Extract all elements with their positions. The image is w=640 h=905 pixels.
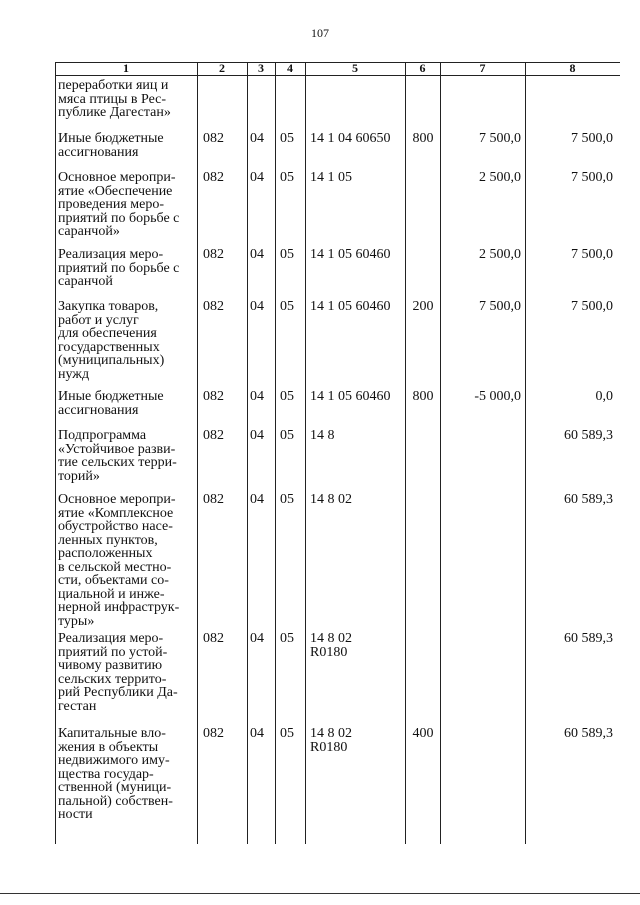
- page-bottom-rule: [0, 893, 640, 894]
- cell-code: 082: [203, 247, 224, 262]
- cell-name: Подпрограмма «Устойчивое разви- тие сельских терри- торий»: [58, 428, 177, 484]
- cell-target: 14 1 05 60460: [310, 247, 391, 262]
- column-header: 7: [479, 61, 486, 75]
- cell-total: 60 589,3: [564, 726, 613, 741]
- cell-subsection: 05: [280, 428, 294, 443]
- cell-code: 082: [203, 389, 224, 404]
- cell-target: 14 1 04 60650: [310, 131, 391, 146]
- page-number: 107: [311, 26, 329, 40]
- column-divider: [305, 62, 306, 844]
- cell-subsection: 05: [280, 726, 294, 741]
- cell-name: Основное меропри- ятие «Комплексное обустройство насе- ленных пунктов, расположенных в сельской местно- сти, объектами со- циальной и инже- нерной инфраструк- туры»: [58, 492, 180, 629]
- cell-target: 14 8: [310, 428, 335, 443]
- cell-section: 04: [250, 131, 264, 146]
- cell-code: 082: [203, 631, 224, 646]
- cell-subsection: 05: [280, 247, 294, 262]
- budget-table: [55, 62, 620, 844]
- cell-section: 04: [250, 389, 264, 404]
- column-header: 3: [258, 61, 264, 75]
- cell-change: 2 500,0: [479, 170, 521, 185]
- cell-code: 082: [203, 299, 224, 314]
- cell-subsection: 05: [280, 631, 294, 646]
- cell-name: Реализация меро- приятий по борьбе с саранчой: [58, 247, 180, 289]
- cell-target: 14 1 05 60460: [310, 299, 391, 314]
- cell-section: 04: [250, 247, 264, 262]
- column-divider: [197, 62, 198, 844]
- column-header: 1: [123, 61, 129, 75]
- cell-subsection: 05: [280, 389, 294, 404]
- column-header: 6: [419, 61, 426, 75]
- cell-section: 04: [250, 631, 264, 646]
- cell-section: 04: [250, 428, 264, 443]
- cell-total: 60 589,3: [564, 428, 613, 443]
- cell-code: 082: [203, 492, 224, 507]
- cell-change: 2 500,0: [479, 247, 521, 262]
- cell-code: 082: [203, 726, 224, 741]
- cell-change: 7 500,0: [479, 131, 521, 146]
- cell-name: Иные бюджетные ассигнования: [58, 389, 164, 418]
- column-header: 2: [219, 61, 225, 75]
- cell-target: 14 8 02: [310, 492, 352, 507]
- cell-section: 04: [250, 492, 264, 507]
- column-divider: [275, 62, 276, 844]
- cell-code: 082: [203, 428, 224, 443]
- cell-name: переработки яиц и мяса птицы в Рес- публике Дагестан»: [58, 78, 171, 120]
- cell-total: 7 500,0: [571, 131, 613, 146]
- cell-exp-type: 800: [412, 389, 434, 404]
- cell-name: Закупка товаров, работ и услуг для обеспечения государственных (муниципальных) нужд: [58, 299, 165, 382]
- cell-exp-type: 800: [412, 131, 434, 146]
- cell-total: 60 589,3: [564, 631, 613, 646]
- cell-section: 04: [250, 299, 264, 314]
- column-divider: [55, 62, 56, 844]
- cell-name: Иные бюджетные ассигнования: [58, 131, 164, 160]
- cell-target: 14 8 02 R0180: [310, 631, 352, 660]
- cell-target: 14 8 02 R0180: [310, 726, 352, 755]
- cell-name: Капитальные вло- жения в объекты недвижимого иму- щества государ- ственной (муници- пальной) собствен- ности: [58, 726, 173, 822]
- cell-change: 7 500,0: [479, 299, 521, 314]
- cell-exp-type: 400: [412, 726, 434, 741]
- cell-code: 082: [203, 131, 224, 146]
- cell-target: 14 1 05: [310, 170, 352, 185]
- cell-total: 7 500,0: [571, 299, 613, 314]
- column-header: 4: [287, 61, 293, 75]
- column-header: 5: [352, 61, 358, 75]
- cell-change: -5 000,0: [474, 389, 521, 404]
- cell-target: 14 1 05 60460: [310, 389, 391, 404]
- cell-subsection: 05: [280, 492, 294, 507]
- cell-subsection: 05: [280, 299, 294, 314]
- column-divider: [440, 62, 441, 844]
- column-divider: [247, 62, 248, 844]
- cell-total: 7 500,0: [571, 247, 613, 262]
- cell-exp-type: 200: [412, 299, 434, 314]
- cell-total: 7 500,0: [571, 170, 613, 185]
- cell-total: 60 589,3: [564, 492, 613, 507]
- header-bottom-border: [55, 75, 620, 76]
- cell-name: Основное меропри- ятие «Обеспечение проведения меро- приятий по борьбе с саранчой»: [58, 170, 180, 239]
- cell-section: 04: [250, 170, 264, 185]
- cell-name: Реализация меро- приятий по устой- чивому развитию сельских террито- рий Республики Да- гестан: [58, 631, 178, 714]
- cell-subsection: 05: [280, 131, 294, 146]
- cell-code: 082: [203, 170, 224, 185]
- column-header: 8: [569, 61, 576, 75]
- cell-total: 0,0: [595, 389, 613, 404]
- cell-subsection: 05: [280, 170, 294, 185]
- cell-section: 04: [250, 726, 264, 741]
